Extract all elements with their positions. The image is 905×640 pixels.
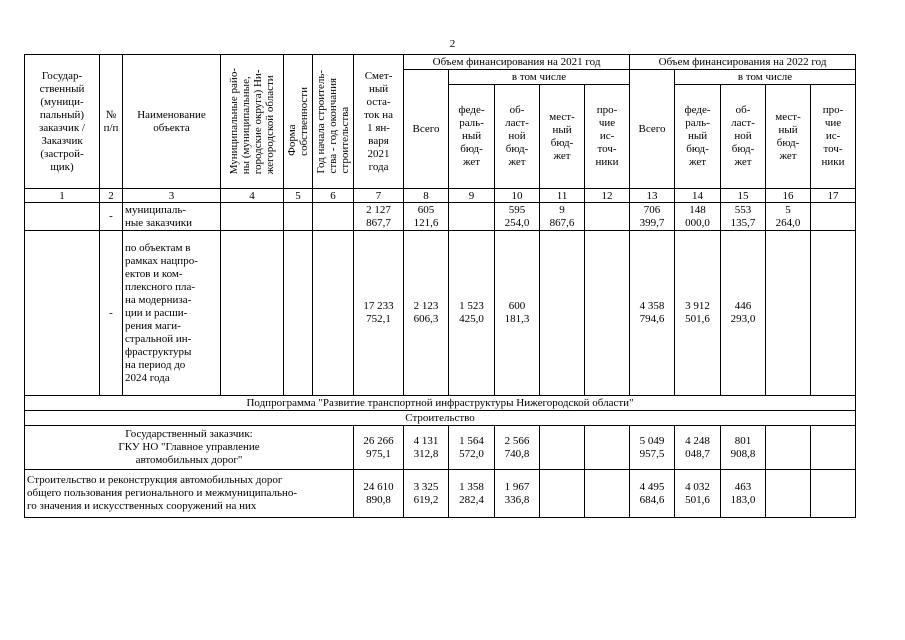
row-no: - — [100, 231, 123, 396]
cell-estimate: 17 233 752,1 — [354, 231, 404, 396]
construction-label: Строительство и реконструкция автомобильных дорог общего пользования регионального и межмуниципально- го значения и искусственных сооружений на них — [25, 470, 354, 518]
cell-other-2022 — [811, 203, 856, 231]
column-number: 7 — [354, 189, 404, 203]
cell-other-2021 — [585, 231, 630, 396]
row-object: муниципаль- ные заказчики — [123, 203, 221, 231]
cell-local-2021 — [540, 426, 585, 470]
cell-federal-2021: 1 358 282,4 — [449, 470, 495, 518]
cell-total-2021: 2 123 606,3 — [404, 231, 449, 396]
header-federal-2022: феде- раль- ный бюд- жет — [675, 85, 721, 189]
cell-regional-2022: 446 293,0 — [721, 231, 766, 396]
header-including-2022: в том числе — [675, 70, 856, 85]
cell-total-2021: 4 131 312,8 — [404, 426, 449, 470]
header-customer: Государ- ственный (муници- пальный) заказчик / Заказчик (застрой- щик) — [25, 55, 100, 189]
cell-total-2022: 4 495 684,6 — [630, 470, 675, 518]
column-number-row — [25, 189, 856, 203]
header-total-2022: Всего — [630, 70, 675, 189]
header-object: Наименование объекта — [123, 55, 221, 189]
financing-table — [24, 54, 856, 518]
cell-total-2022: 706 399,7 — [630, 203, 675, 231]
header-local-2021: мест- ный бюд- жет — [540, 85, 585, 189]
row-object: по объектам в рамках нацпро- ектов и ком- плексного пла- на модерниза- ции и расши- рения маги- стральной ин- фраструктуры на период до 2024 года — [123, 231, 221, 396]
header-fin-2022: Объем финансирования на 2022 год — [630, 55, 856, 70]
section-title: Строительство — [25, 411, 856, 426]
page-number: 2 — [449, 38, 456, 50]
header-other-2022: про- чие ис- точ- ники — [811, 85, 856, 189]
header-including-2021: в том числе — [449, 70, 630, 85]
cell-other-2022 — [811, 231, 856, 396]
cell-regional-2022: 553 135,7 — [721, 203, 766, 231]
cell-local-2021 — [540, 470, 585, 518]
cell-local-2022 — [766, 231, 811, 396]
subprogram-title: Подпрограмма "Развитие транспортной инфраструктуры Нижегородской области" — [25, 396, 856, 411]
cell-local-2021: 9 867,6 — [540, 203, 585, 231]
cell-federal-2022: 4 032 501,6 — [675, 470, 721, 518]
column-number: 15 — [721, 189, 766, 203]
cell-other-2021 — [585, 203, 630, 231]
header-estimate: Смет- ный оста- ток на 1 ян- варя 2021 года — [354, 55, 404, 189]
cell-regional-2022: 463 183,0 — [721, 470, 766, 518]
table-row — [25, 470, 856, 518]
header-fin-2021: Объем финансирования на 2021 год — [404, 55, 630, 70]
cell-total-2022: 4 358 794,6 — [630, 231, 675, 396]
column-number: 8 — [404, 189, 449, 203]
cell-total-2022: 5 049 957,5 — [630, 426, 675, 470]
column-number: 1 — [25, 189, 100, 203]
header-regional-2021: об- ласт- ной бюд- жет — [495, 85, 540, 189]
cell-federal-2022: 4 248 048,7 — [675, 426, 721, 470]
column-number: 6 — [313, 189, 354, 203]
cell-other-2022 — [811, 426, 856, 470]
cell-federal-2021: 1 564 572,0 — [449, 426, 495, 470]
header-local-2022: мест- ный бюд- жет — [766, 85, 811, 189]
column-number: 9 — [449, 189, 495, 203]
header-federal-2021: феде- раль- ный бюд- жет — [449, 85, 495, 189]
column-number: 3 — [123, 189, 221, 203]
cell-federal-2022: 148 000,0 — [675, 203, 721, 231]
cell-other-2021 — [585, 426, 630, 470]
cell-estimate: 2 127 867,7 — [354, 203, 404, 231]
cell-other-2022 — [811, 470, 856, 518]
column-number: 4 — [221, 189, 284, 203]
column-number: 12 — [585, 189, 630, 203]
cell-federal-2021 — [449, 203, 495, 231]
column-number: 14 — [675, 189, 721, 203]
cell-local-2022 — [766, 426, 811, 470]
cell-regional-2021: 2 566 740,8 — [495, 426, 540, 470]
cell-local-2021 — [540, 231, 585, 396]
cell-total-2021: 605 121,6 — [404, 203, 449, 231]
customer-label: Государственный заказчик: ГКУ НО "Главное управление автомобильных дорог" — [25, 426, 354, 470]
header-districts: Муниципальные райо- ны (муниципальные, городские округа) Ни- жегородской области — [228, 68, 276, 175]
header-no: № п/п — [100, 55, 123, 189]
cell-local-2022 — [766, 470, 811, 518]
cell-estimate: 26 266 975,1 — [354, 426, 404, 470]
table-row — [25, 426, 856, 470]
cell-estimate: 24 610 890,8 — [354, 470, 404, 518]
column-number: 16 — [766, 189, 811, 203]
column-number: 10 — [495, 189, 540, 203]
cell-total-2021: 3 325 619,2 — [404, 470, 449, 518]
column-number: 2 — [100, 189, 123, 203]
column-number: 17 — [811, 189, 856, 203]
cell-other-2021 — [585, 470, 630, 518]
cell-local-2022: 5 264,0 — [766, 203, 811, 231]
table-row — [25, 203, 856, 231]
row-no: - — [100, 203, 123, 231]
cell-federal-2022: 3 912 501,6 — [675, 231, 721, 396]
table-row — [25, 231, 856, 396]
column-number: 5 — [284, 189, 313, 203]
cell-regional-2021: 600 181,3 — [495, 231, 540, 396]
header-ownership: Форма собственности — [286, 87, 310, 156]
header-total-2021: Всего — [404, 70, 449, 189]
cell-federal-2021: 1 523 425,0 — [449, 231, 495, 396]
header-regional-2022: об- ласт- ной бюд- жет — [721, 85, 766, 189]
header-years: Год начала строитель- ства - год окончания строительства — [315, 69, 352, 174]
header-other-2021: про- чие ис- точ- ники — [585, 85, 630, 189]
cell-regional-2022: 801 908,8 — [721, 426, 766, 470]
column-number: 13 — [630, 189, 675, 203]
column-number: 11 — [540, 189, 585, 203]
cell-regional-2021: 1 967 336,8 — [495, 470, 540, 518]
cell-regional-2021: 595 254,0 — [495, 203, 540, 231]
